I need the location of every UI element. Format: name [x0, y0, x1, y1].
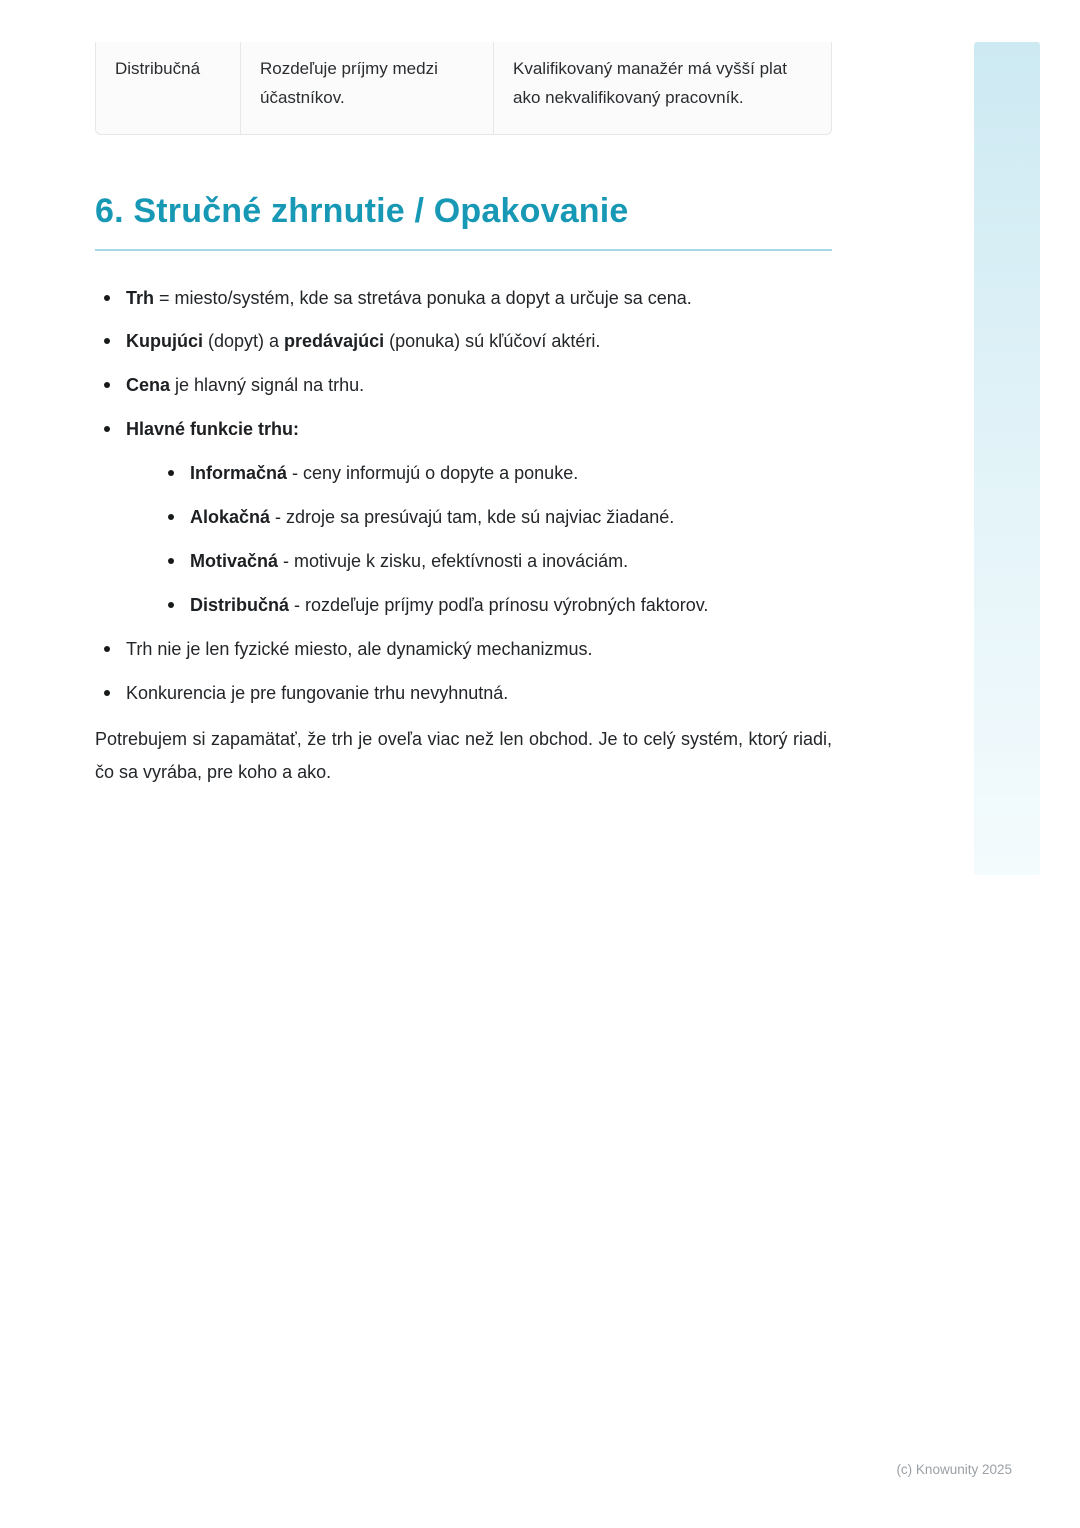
table-cell-function-description: Rozdeľuje príjmy medzi účastníkov.	[240, 42, 493, 134]
bullet-text: (dopyt) a	[203, 331, 285, 352]
functions-table-fragment	[95, 42, 832, 135]
heading-underline	[95, 249, 832, 251]
summary-sub-list	[159, 460, 832, 620]
decorative-side-bar	[974, 42, 1040, 875]
section-heading: 6. Stručné zhrnutie / Opakovanie	[95, 192, 629, 231]
bullet-text: Trh nie je len fyzické miesto, ale dynamický mechanizmus.	[126, 638, 593, 659]
bullet-term: Trh	[126, 287, 155, 308]
bullet-text: - ceny informujú o dopyte a ponuke.	[287, 463, 579, 484]
bullet-text: je hlavný signál na trhu.	[170, 375, 365, 396]
bullet-term: Cena	[126, 375, 171, 396]
summary-sub-bullet	[159, 504, 832, 532]
bullet-text: - motivuje k zisku, efektívnosti a inováciám.	[278, 550, 629, 571]
summary-bullet	[95, 416, 832, 619]
bullet-text: Konkurencia je pre fungovanie trhu nevyhnutná.	[126, 682, 509, 703]
summary-bullet	[95, 636, 832, 664]
copyright-footer: (c) Knowunity 2025	[896, 1462, 1012, 1477]
summary-list	[95, 285, 832, 708]
summary-bullet	[95, 680, 832, 708]
summary-bullet	[95, 328, 832, 356]
bullet-term: Motivačná	[190, 550, 279, 571]
bullet-text: = miesto/systém, kde sa stretáva ponuka a dopyt a určuje sa cena.	[154, 287, 692, 308]
bullet-term: Distribučná	[190, 594, 290, 615]
summary-sub-bullet	[159, 548, 832, 576]
summary-bullet	[95, 372, 832, 400]
bullet-term: predávajúci	[284, 331, 385, 352]
table-cell-function-example: Kvalifikovaný manažér má vyšší plat ako nekvalifikovaný pracovník.	[493, 42, 831, 134]
bullet-text: - rozdeľuje príjmy podľa prínosu výrobných faktorov.	[289, 594, 709, 615]
table-cell-function-name: Distribučná	[115, 59, 201, 78]
bullet-term: Kupujúci	[126, 331, 203, 352]
bullet-text: (ponuka) sú kľúčoví aktéri.	[384, 331, 601, 352]
summary-sub-bullet	[159, 460, 832, 488]
content-column	[95, 0, 832, 788]
bullet-text: - zdroje sa presúvajú tam, kde sú najviac žiadané.	[270, 507, 675, 528]
bullet-term: Alokačná	[190, 507, 271, 528]
summary-bullet	[95, 285, 832, 313]
bullet-term: Hlavné funkcie trhu:	[126, 419, 300, 440]
closing-paragraph: Potrebujem si zapamätať, že trh je oveľa viac než len obchod. Je to celý systém, ktorý riadi, čo sa vyrába, pre koho a ako.	[95, 729, 832, 782]
bullet-term: Informačná	[190, 463, 288, 484]
summary-sub-bullet	[159, 592, 832, 620]
